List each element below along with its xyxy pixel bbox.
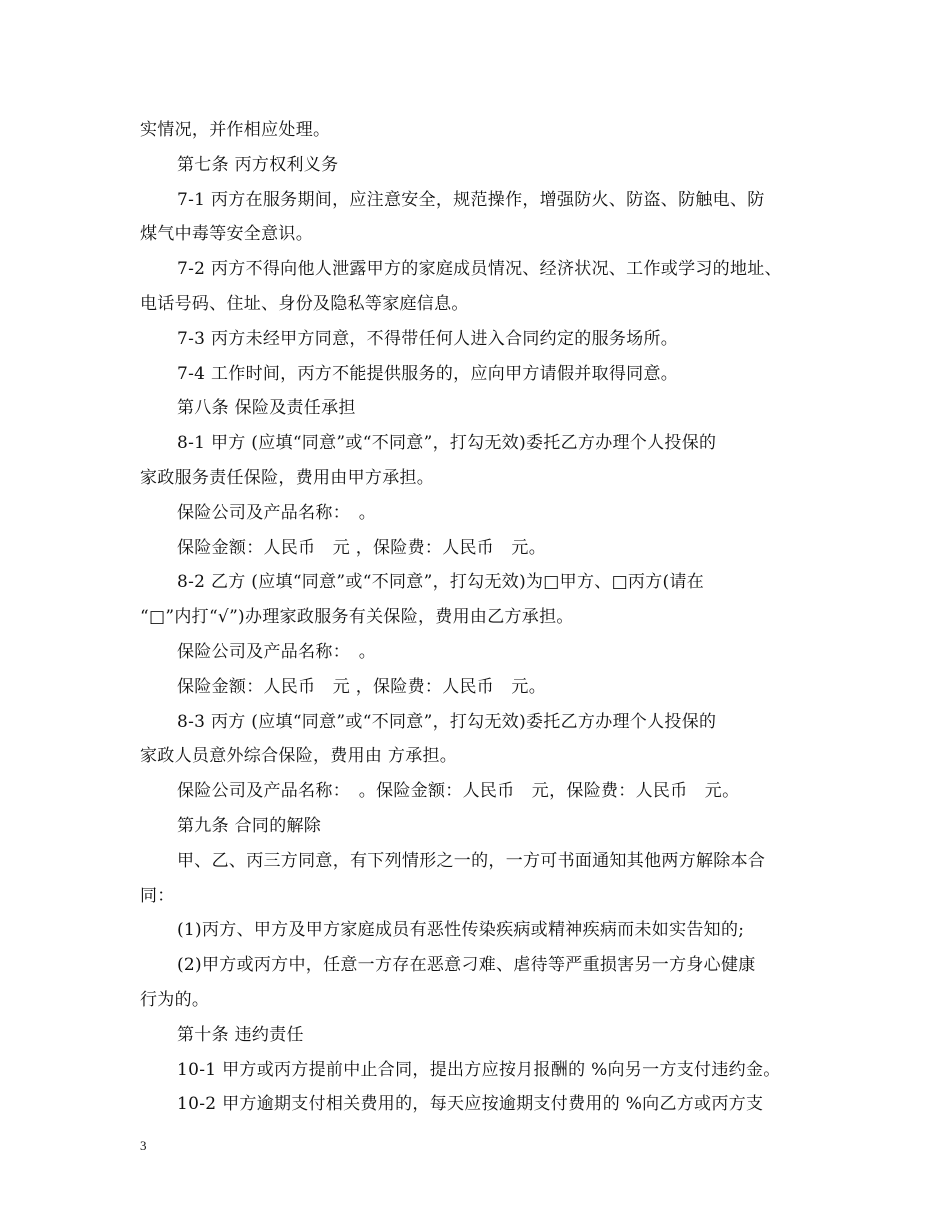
paragraph-line: 8-2 乙方 (应填“同意”或“不同意”，打勾无效)为□甲方、□丙方(请在	[177, 572, 705, 593]
list-item: (2)甲方或丙方中，任意一方存在恶意刁难、虐待等严重损害另一方身心健康	[177, 955, 756, 976]
paragraph-line: “□”内打“√”)办理家政服务有关保险，费用由乙方承担。	[140, 607, 574, 628]
paragraph-line: 10-2 甲方逾期支付相关费用的，每天应按逾期支付费用的 %向乙方或丙方支	[177, 1094, 764, 1115]
paragraph-line: 7-2 丙方不得向他人泄露甲方的家庭成员情况、经济状况、工作或学习的地址、	[177, 259, 782, 280]
paragraph-line: 保险金额：人民币 元 ，保险费：人民币 元。	[177, 676, 547, 697]
paragraph-line: 7-4 工作时间，丙方不能提供服务的，应向甲方请假并取得同意。	[177, 363, 679, 384]
paragraph-line: 保险公司及产品名称： 。保险金额：人民币 元，保险费：人民币 元。	[177, 781, 740, 802]
paragraph-line: 7-1 丙方在服务期间，应注意安全，规范操作，增强防火、防盗、防触电、防	[177, 189, 765, 210]
section-heading-8: 第八条 保险及责任承担	[177, 398, 356, 419]
paragraph-line: 7-3 丙方未经甲方同意，不得带任何人进入合同约定的服务场所。	[177, 328, 679, 349]
paragraph-line: 保险公司及产品名称： 。	[177, 641, 377, 662]
paragraph-line: 电话号码、住址、身份及隐私等家庭信息。	[140, 293, 469, 314]
page-number: 3	[140, 1138, 147, 1153]
paragraph-line: 行为的。	[140, 989, 210, 1010]
paragraph-line: 煤气中毒等安全意识。	[140, 224, 313, 245]
section-heading-10: 第十条 违约责任	[177, 1024, 304, 1045]
section-heading-7: 第七条 丙方权利义务	[177, 154, 339, 175]
paragraph-line: 10-1 甲方或丙方提前中止合同，提出方应按月报酬的 %向另一方支付违约金。	[177, 1059, 781, 1080]
document-body	[140, 113, 820, 1122]
paragraph-line: 同：	[140, 885, 175, 906]
paragraph-line: 8-3 丙方 (应填“同意”或“不同意”，打勾无效)委托乙方办理个人投保的	[177, 711, 717, 732]
paragraph-line: 保险公司及产品名称： 。	[177, 502, 377, 523]
paragraph-line: 家政服务责任保险，费用由甲方承担。	[140, 467, 435, 488]
paragraph-line: 实情况，并作相应处理。	[140, 120, 331, 140]
paragraph-line: 家政人员意外综合保险，费用由 方承担。	[140, 746, 458, 767]
paragraph-line: 甲、乙、丙三方同意，有下列情形之一的，一方可书面通知其他两方解除本合	[177, 850, 766, 871]
list-item: (1)丙方、甲方及甲方家庭成员有恶性传染疾病或精神疾病而未如实告知的;	[177, 920, 745, 941]
section-heading-9: 第九条 合同的解除	[177, 815, 322, 836]
paragraph-line: 8-1 甲方 (应填“同意”或“不同意”，打勾无效)委托乙方办理个人投保的	[177, 433, 717, 454]
paragraph-line: 保险金额：人民币 元 ，保险费：人民币 元。	[177, 537, 547, 558]
